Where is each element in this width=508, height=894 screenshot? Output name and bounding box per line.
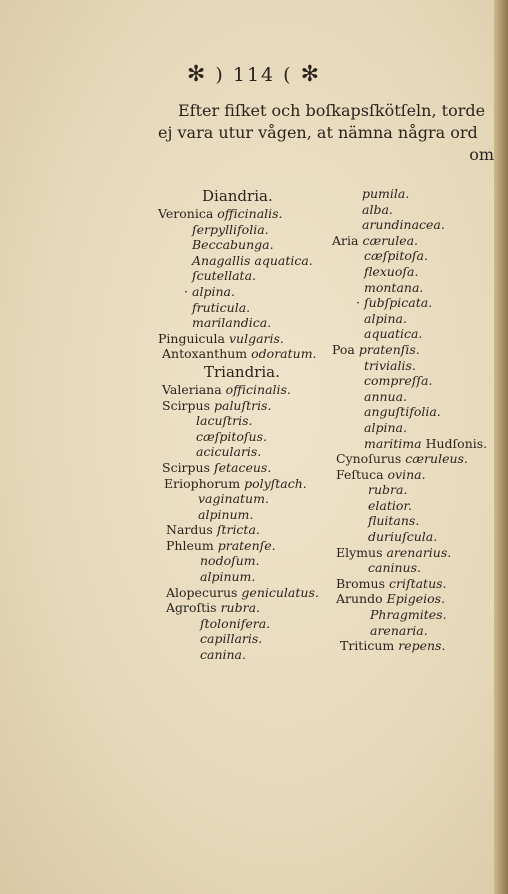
species-name: alpina. [364,310,407,326]
genus-name: Scirpus [162,397,214,413]
species-entry [332,358,492,374]
species-name: polyſtach. [244,475,307,491]
genus-name: Pinguicula [158,330,229,346]
page-header [0,62,508,87]
species-entry [332,607,492,623]
genus-name: Poa [332,341,359,357]
species-entry [158,616,328,632]
species-list-right [332,186,492,654]
species-name: acicularis. [196,444,262,460]
paragraph-line: om [469,145,494,164]
ornament-left-icon: ✻ [186,62,208,87]
species-name: cæſpitoſa. [364,248,428,264]
species-name: ſtolonifera. [200,615,271,631]
species-name: lacuſtris. [196,413,253,429]
species-name: alba. [362,201,393,217]
genus-name: Valeriana [162,381,226,397]
species-name: capillaris. [200,631,263,647]
genus-name: Antoxanthum [162,346,252,362]
genus-name: Arundo [336,591,387,607]
genus-name: Alopecurus [166,584,242,600]
species-name: cærulea. [362,232,419,248]
species-entry [332,217,492,233]
species-name: maritima [364,435,422,451]
species-entry [332,623,492,639]
species-name: alpina. [364,419,407,435]
species-entry [332,560,492,576]
species-name: flexuoſa. [364,263,419,279]
genus-name: Agroſtis [166,600,221,616]
species-entry [332,436,492,452]
species-entry [332,248,492,264]
species-entry [332,202,492,218]
species-entry [332,342,492,358]
species-name: geniculatus. [241,584,319,600]
species-entry [332,591,492,607]
header-paren-right: ( [283,64,293,86]
species-entry [158,585,328,601]
heading-text: Triandria. [204,362,280,381]
species-name: paluſtris. [213,397,272,413]
section-heading [158,186,328,206]
species-name: rubra. [220,600,261,616]
species-name: duriuſcula. [368,529,438,545]
species-entry [332,311,492,327]
genus-name: Bromus [336,575,389,591]
species-name: Beccabunga. [192,237,274,253]
species-entry [158,398,328,414]
paragraph-line: Efter fiſket och boſkapsſkötſeln, torde [178,101,486,120]
species-entry [332,186,492,202]
species-list-left [158,186,328,663]
species-name: annua. [364,388,408,404]
genus-name: Eriophorum [164,475,245,491]
species-name: cæruleus. [405,451,468,467]
species-name: arenaria. [370,622,428,638]
species-name: caninus. [368,560,421,576]
species-name: fluitans. [368,513,420,529]
species-name: ovina. [387,466,426,482]
species-entry [158,476,328,492]
species-name: montana. [364,279,424,295]
species-entry [158,253,328,269]
genus-name: Phleum [166,537,218,553]
species-entry [332,264,492,280]
species-name: cæſpitoſus. [196,428,267,444]
species-name: compreſſa. [364,373,433,389]
species-name: alpinum. [198,506,254,522]
species-entry [332,233,492,249]
species-entry [158,206,328,222]
margin-mark: · [356,295,360,311]
species-entry [332,638,492,654]
species-name: criſtatus. [388,575,447,591]
species-entry [332,576,492,592]
heading-text: Diandria. [202,187,273,205]
species-entry [332,482,492,498]
species-entry [332,545,492,561]
section-heading [158,362,328,382]
species-name: fruticula. [192,299,251,315]
species-name: alpinum. [200,569,256,585]
genus-name: Scirpus [162,459,214,475]
species-name: vulgaris. [228,330,284,346]
species-entry [158,382,328,398]
species-entry [332,373,492,389]
species-entry [158,346,328,362]
species-entry [158,300,328,316]
genus-name: Nardus [166,522,217,538]
margin-mark: · [184,283,188,299]
species-entry [158,522,328,538]
species-entry [158,315,328,331]
species-entry [158,647,328,663]
species-entry [158,444,328,460]
genus-name: Aria [332,232,363,248]
species-name: pratenſis. [358,341,420,357]
species-name: odoratum. [251,346,317,362]
species-entry [332,295,492,311]
species-entry [158,413,328,429]
genus-name: Triticum [340,638,399,654]
page-number: 114 [232,64,276,86]
species-name: ſtricta. [216,522,260,538]
species-entry [158,237,328,253]
species-entry [332,404,492,420]
species-name: Epigeios. [386,591,446,607]
species-name: nodoſum. [200,553,260,569]
species-name: pratenſe. [217,537,276,553]
species-entry [332,389,492,405]
species-entry [332,280,492,296]
species-entry [158,600,328,616]
page-gutter [494,0,508,894]
genus-name: Cynoſurus [336,451,406,467]
species-entry [158,429,328,445]
species-name: anguſtifolia. [364,404,441,420]
species-name: arenarius. [386,544,452,560]
species-entry [158,507,328,523]
species-entry [158,268,328,284]
species-name: officinalis. [225,381,291,397]
species-entry [332,420,492,436]
species-name: ſetaceus. [213,459,272,475]
species-name: arundinacea. [362,217,445,233]
species-name: canina. [200,647,246,663]
genus-name: Veronica [158,206,218,221]
species-name: ſcutellata. [192,268,256,284]
species-name: marilandica. [192,315,272,331]
genus-name: Elymus [336,544,387,560]
species-name: elatior. [368,497,412,513]
species-entry [158,538,328,554]
authority-name: Hudſonis. [421,435,488,451]
species-name: Anagallis aquatica. [192,252,313,268]
species-entry [158,491,328,507]
species-entry [158,331,328,347]
species-name: ſubſpicata. [364,295,433,311]
species-entry [158,553,328,569]
species-entry [158,569,328,585]
species-name: alpina. [192,283,235,299]
species-entry [158,460,328,476]
species-entry [158,222,328,238]
species-name: ſerpyllifolia. [192,221,269,237]
genus-name: Feſtuca [336,466,388,482]
species-name: Phragmites. [370,607,447,623]
species-entry [158,631,328,647]
species-name: trivialis. [364,357,416,373]
species-name: repens. [398,638,446,654]
species-entry [332,498,492,514]
ornament-right-icon: ✻ [300,62,322,87]
species-entry [332,451,492,467]
species-name: aquatica. [364,326,423,342]
species-name: officinalis. [217,206,283,221]
species-name: vaginatum. [198,491,269,507]
species-entry [332,326,492,342]
header-paren-left: ) [215,64,225,86]
paragraph-line: ej vara utur vågen, at nämna några ord [158,123,478,142]
species-entry [332,513,492,529]
species-entry [158,284,328,300]
species-name: rubra. [368,482,408,498]
species-entry [332,529,492,545]
species-name: pumila. [362,186,410,201]
species-entry [332,467,492,483]
